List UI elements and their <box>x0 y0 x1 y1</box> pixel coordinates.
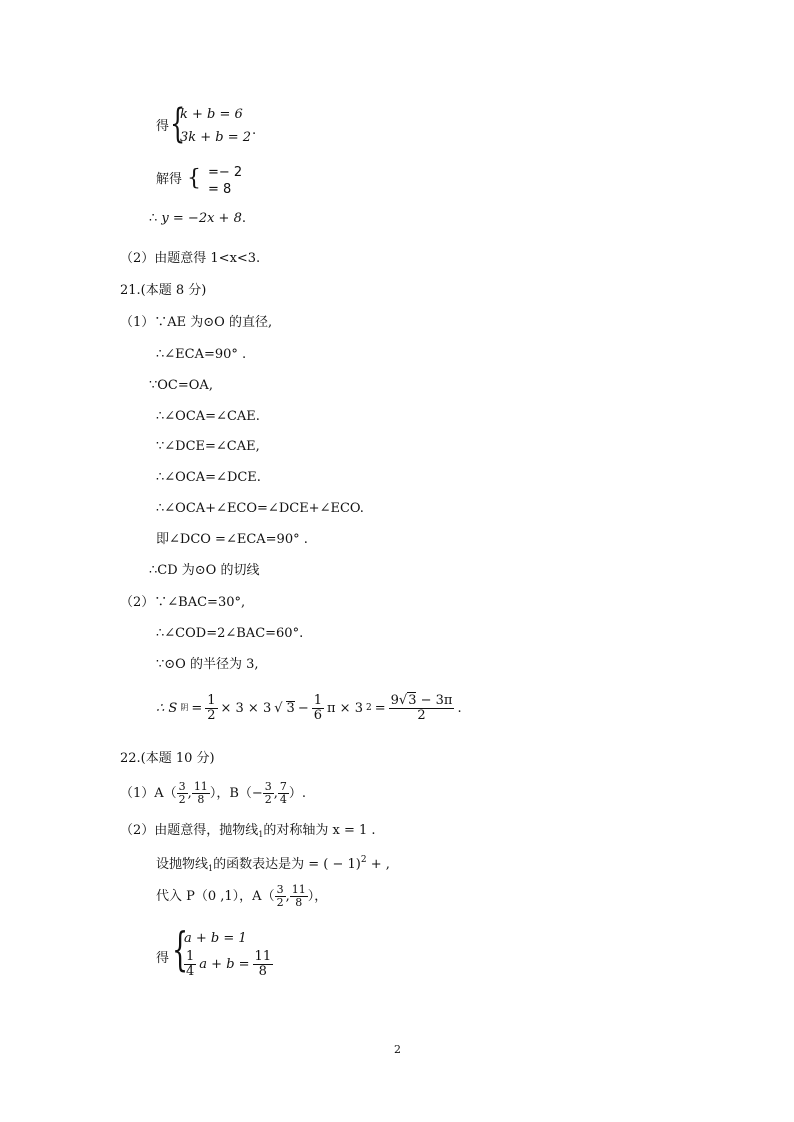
q21-part2-line-3: ∵⊙O 的半径为 3, <box>156 657 259 672</box>
q22-header: 22.(本题 10 分) <box>120 751 215 766</box>
p2-l3-a: 代入 P（0 ,1），A（ <box>156 888 275 904</box>
fraction-sixth <box>312 694 324 722</box>
sixth-num: 1 <box>313 693 322 708</box>
a-x-num-2: 3 <box>276 883 284 896</box>
q21-line-8: 即∠DCO =∠ECA=90° . <box>156 532 308 547</box>
q21-line-1: （1）∵AE 为⊙O 的直径, <box>120 315 273 330</box>
comma-3: , <box>285 888 290 904</box>
p1-prefix: （1）A（ <box>120 785 177 801</box>
a-x-num: 3 <box>178 780 186 793</box>
eleven-num: 11 <box>254 949 272 964</box>
p1-end: ）. <box>288 785 307 801</box>
b-y-num: 7 <box>279 780 287 793</box>
result-numerator <box>389 694 455 709</box>
a-y-frac <box>192 781 210 805</box>
fraction-half <box>205 694 217 722</box>
result-den: 2 <box>417 707 426 723</box>
eleven-eighths-frac <box>253 950 274 978</box>
system-eq-1: k + b = 6 <box>180 107 243 122</box>
period: . <box>252 123 257 138</box>
p1-mid: ），B（− <box>209 785 263 801</box>
solution-1: =− 2 <box>208 165 243 180</box>
sixth-den: 6 <box>313 707 322 723</box>
q21-line-4: ∴∠OCA=∠CAE. <box>156 409 260 424</box>
eight-den: 8 <box>258 963 267 979</box>
q22-part2-line-3 <box>156 884 327 908</box>
half-den: 2 <box>207 707 216 723</box>
p2-l2-b: 的函数表达是为 = ( − 1) <box>213 857 361 872</box>
sqrt-icon: √ <box>274 700 283 716</box>
p2-l1-b: 的对称轴为 x = 1 . <box>263 823 376 838</box>
page-number: 2 <box>394 1043 401 1056</box>
therefore-symbol: ∴ <box>149 211 158 226</box>
pi-term: π × 3 <box>327 700 363 716</box>
equals-sign-2: = <box>374 700 386 716</box>
solution-brace: { <box>187 166 201 191</box>
p2-l2-a: 设抛物线 <box>156 857 209 872</box>
q21-part2-line-2: ∴∠COD=2∠BAC=60°. <box>156 626 304 641</box>
a-x-den-2: 2 <box>276 895 284 909</box>
area-subscript: 阴 <box>180 703 189 713</box>
quarter-frac <box>184 950 196 978</box>
q22-sys-eq-1: a + b = 1 <box>184 931 247 946</box>
q21-header: 21.(本题 8 分) <box>120 283 207 298</box>
q22-part1 <box>120 781 306 805</box>
b-y-den: 4 <box>279 792 287 806</box>
result-num-rest: − 3π <box>416 693 453 708</box>
p2-l3-b: ）， <box>307 888 328 904</box>
y-expression: y = −2x + 8 <box>161 211 242 226</box>
p2-l2-sub: 1 <box>208 864 214 873</box>
q21-line-9: ∴CD 为⊙O 的切线 <box>149 563 260 578</box>
solution-2: = 8 <box>208 182 232 197</box>
a-x-den: 2 <box>178 792 186 806</box>
a-y-num-2: 11 <box>291 883 306 896</box>
quarter-den: 4 <box>186 963 195 979</box>
q21-line-3: ∵OC=OA, <box>149 378 213 393</box>
a-y-num: 11 <box>193 780 208 793</box>
q22-part2-line-1 <box>120 824 376 839</box>
minus-sign: − <box>297 700 309 716</box>
formula-end: . <box>457 700 462 716</box>
sqrt-3: 3 <box>286 701 295 717</box>
a-x-frac <box>177 781 188 805</box>
equals-sign: = <box>191 700 203 716</box>
half-num: 1 <box>207 693 216 708</box>
result-sqrt-3: 3 <box>408 693 417 708</box>
p2-l1-sub: 1 <box>258 830 264 839</box>
q22-system-brace: { <box>172 922 189 976</box>
q22-de-label: 得 <box>156 951 170 966</box>
sqrt-icon-2: √ <box>398 693 408 708</box>
square-exponent: 2 <box>365 702 372 713</box>
result-num-9: 9 <box>390 693 399 708</box>
area-symbol: ∴ S <box>156 700 178 716</box>
expr-period: . <box>241 211 246 226</box>
q21-part2-line-1: （2）∵∠BAC=30°, <box>120 595 246 610</box>
p2-l2-sup: 2 <box>360 855 367 865</box>
q21-line-5: ∵∠DCE=∠CAE, <box>156 439 260 454</box>
q21-line-7: ∴∠OCA+∠ECO=∠DCE+∠ECO. <box>156 501 364 516</box>
b-x-frac <box>263 781 274 805</box>
q21-line-2: ∴∠ECA=90° . <box>156 347 247 362</box>
q22-part2-line-2 <box>156 856 390 873</box>
b-x-den: 2 <box>264 792 272 806</box>
b-y-frac <box>278 781 289 805</box>
a-x-frac-2 <box>275 884 286 908</box>
p2-l2-c: + , <box>366 857 390 872</box>
fraction-result <box>389 694 455 722</box>
a-y-den: 8 <box>197 792 205 806</box>
system-brace: { <box>170 101 186 147</box>
b-x-num: 3 <box>264 780 272 793</box>
comma: , <box>187 785 192 801</box>
de-label: 得 <box>156 119 170 134</box>
quarter-num: 1 <box>186 949 195 964</box>
area-formula <box>156 694 462 722</box>
system-eq-2: 3k + b = 2 <box>180 130 252 145</box>
p2-l1-a: （2）由题意得，抛物线 <box>120 823 259 838</box>
jiede-label: 解得 <box>156 172 183 187</box>
q21-line-6: ∴∠OCA=∠DCE. <box>156 470 261 485</box>
sys-eq2-mid: a + b = <box>199 956 250 972</box>
comma-2: , <box>273 785 278 801</box>
a-y-den-2: 8 <box>295 895 303 909</box>
q22-sys-eq-2 <box>184 950 273 978</box>
q20-part2: （2）由题意得 1<x<3. <box>120 251 261 266</box>
a-y-frac-2 <box>290 884 308 908</box>
expr-line <box>149 212 246 225</box>
times-term: × 3 × 3 <box>220 700 272 716</box>
